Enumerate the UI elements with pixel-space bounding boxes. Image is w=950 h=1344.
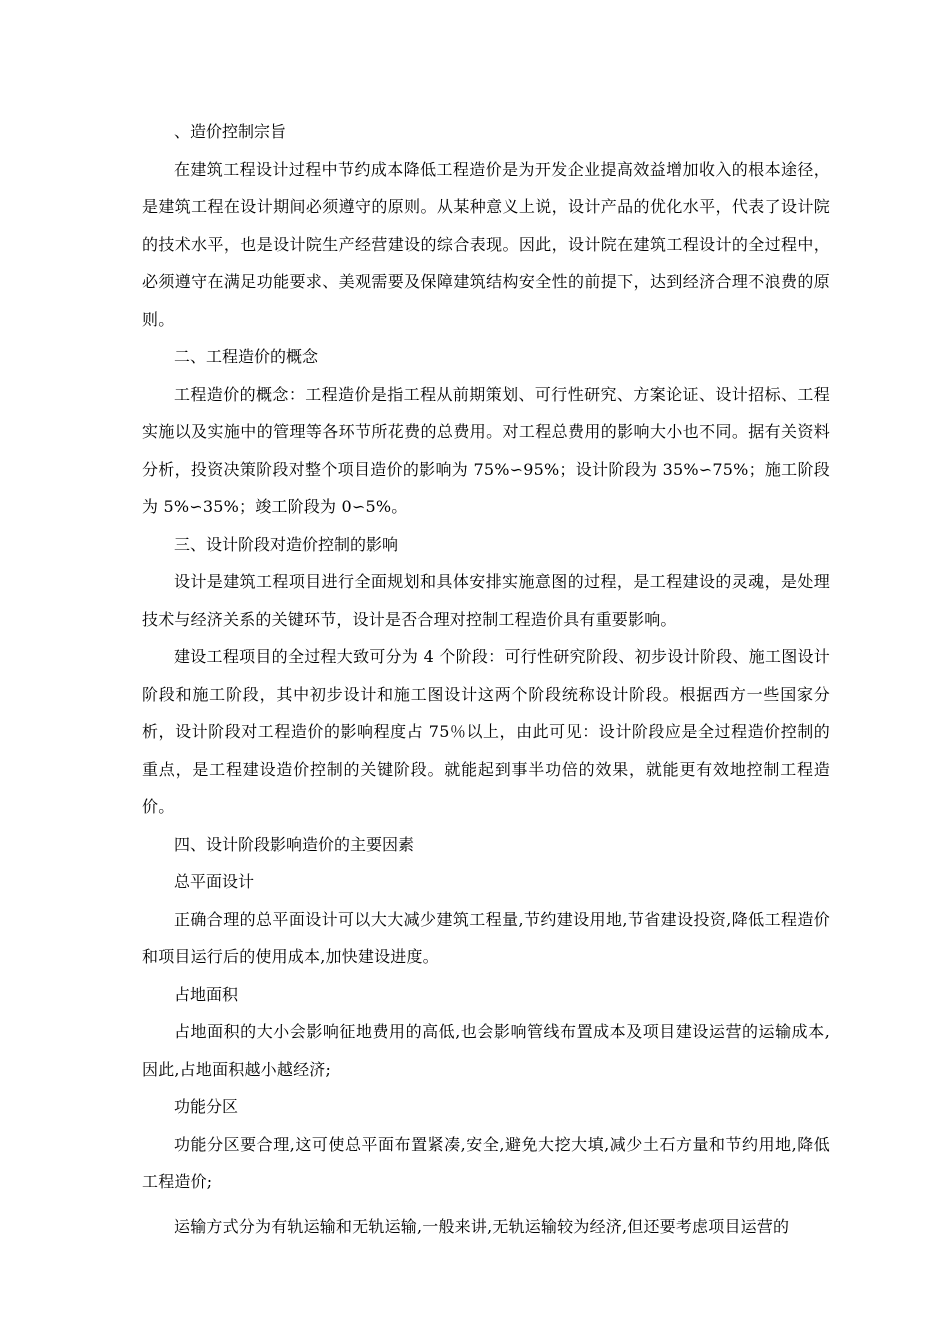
paragraph-functional-zoning: 功能分区要合理,这可使总平面布置紧凑,安全,避免大挖大填,减少土石方量和节约用地,降低工程造价;	[142, 1134, 830, 1191]
subheading-land-area: 占地面积	[174, 984, 239, 1004]
section-heading-design-stage-impact: 三、设计阶段对造价控制的影响	[174, 534, 399, 554]
paragraph-spacer	[142, 1201, 830, 1208]
subheading-site-plan: 总平面设计	[174, 872, 255, 891]
paragraph-design-soul: 设计是建筑工程项目进行全面规划和具体安排实施意图的过程，是工程建设的灵魂，是处理技术与经济关系的关键环节，设计是否合理对控制工程造价具有重要影响。	[142, 572, 830, 629]
subheading-functional-zoning: 功能分区	[174, 1097, 239, 1116]
paragraph-cost-control-purpose: 在建筑工程设计过程中节约成本降低工程造价是为开发企业提高效益增加收入的根本途径，是建筑工程在设计期间必须遵守的原则。从某种意义上说，设计产品的优化水平，代表了设计院的技术水平，也是设计院生产经营建设的综合表现。因此，设计院在建筑工程设计的全过程中，必须遵守在满足功能要求、美观需要及保障建筑结构安全性的前提下，达到经济合理不浪费的原则。	[142, 159, 830, 329]
section-heading-main-factors: 四、设计阶段影响造价的主要因素	[174, 834, 415, 854]
paragraph-project-stages: 建设工程项目的全过程大致可分为 4 个阶段：可行性研究阶段、初步设计阶段、施工图设计阶段和施工阶段，其中初步设计和施工图设计这两个阶段统称设计阶段。根据西方一些国家分析，设计阶段对工程造价的影响程度占 75％以上，由此可见：设计阶段应是全过程造价控制的重点，是工程建设造价控制的关键阶段。就能起到事半功倍的效果，就能更有效地控制工程造价。	[142, 647, 830, 816]
section-heading-cost-control-purpose: 、造价控制宗旨	[174, 122, 287, 141]
paragraph-land-area: 占地面积的大小会影响征地费用的高低,也会影响管线布置成本及项目建设运营的运输成本,因此,占地面积越小越经济;	[142, 1022, 830, 1079]
document-body	[142, 113, 830, 1245]
paragraph-transport-mode: 运输方式分为有轨运输和无轨运输,一般来讲,无轨运输较为经济,但还要考虑项目运营的	[174, 1216, 790, 1236]
section-heading-cost-concept: 二、工程造价的概念	[174, 347, 319, 366]
paragraph-site-plan: 正确合理的总平面设计可以大大减少建筑工程量,节约建设用地,节省建设投资,降低工程造价和项目运行后的使用成本,加快建设进度。	[142, 909, 830, 966]
paragraph-cost-concept: 工程造价的概念：工程造价是指工程从前期策划、可行性研究、方案论证、设计招标、工程实施以及实施中的管理等各环节所花费的总费用。对工程总费用的影响大小也不同。据有关资料分析，投资决策阶段对整个项目造价的影响为 75%∽95%；设计阶段为 35%∽75%；施工阶段为 5%∽35%；竣工阶段为 0∽5%。	[142, 384, 830, 516]
